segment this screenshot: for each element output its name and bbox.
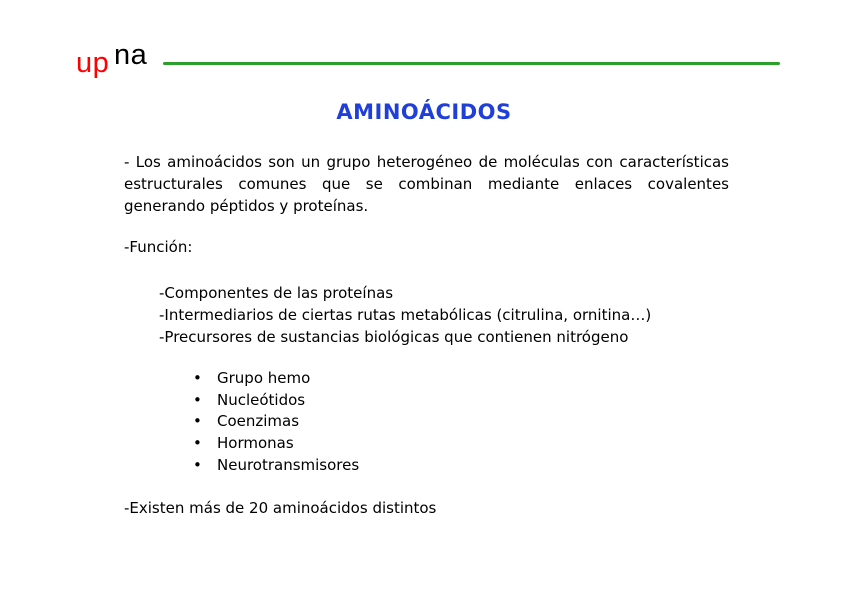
bullet-icon: • <box>193 369 202 387</box>
logo-up-text: up <box>76 47 110 79</box>
function-item: -Intermediarios de ciertas rutas metabólicas (citrulina, ornitina…) <box>159 306 652 324</box>
nitrogen-compounds-list <box>193 368 359 477</box>
logo-na-text: na <box>114 39 148 71</box>
list-item-label: Hormonas <box>217 434 294 453</box>
list-item-label: Coenzimas <box>217 412 300 431</box>
function-item: -Componentes de las proteínas <box>159 284 394 302</box>
bullet-icon: • <box>193 390 202 409</box>
function-list <box>159 282 651 348</box>
bullet-icon: • <box>193 434 202 453</box>
intro-paragraph: - Los aminoácidos son un grupo heterogéneo de moléculas con características estructurales comunes que se combinan mediante enlaces covalentes generando péptidos y proteínas. <box>124 153 729 215</box>
header-divider <box>163 62 780 65</box>
bullet-icon: • <box>193 412 202 431</box>
list-item <box>193 390 359 412</box>
list-item-label: Grupo hemo <box>217 369 311 387</box>
list-item <box>193 455 359 477</box>
function-item: -Precursores de sustancias biológicas que contienen nitrógeno <box>159 328 629 346</box>
closing-statement: -Existen más de 20 aminoácidos distintos <box>124 499 437 517</box>
list-item <box>193 433 359 455</box>
list-item <box>193 411 359 433</box>
list-item <box>193 368 359 390</box>
list-item-label: Nucleótidos <box>217 390 306 409</box>
function-heading: -Función: <box>124 238 193 256</box>
list-item-label: Neurotransmisores <box>217 455 360 474</box>
slide-title: AMINOÁCIDOS <box>336 100 512 124</box>
bullet-icon: • <box>193 455 202 474</box>
